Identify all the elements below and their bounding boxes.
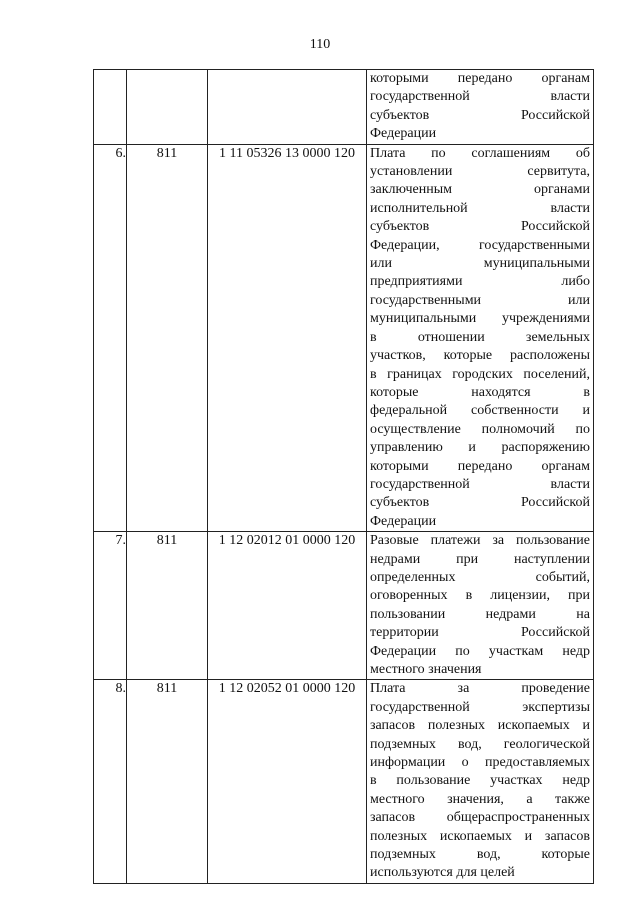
description-line: недрами при наступлении <box>370 551 590 567</box>
page-number: 110 <box>309 37 331 52</box>
table-row <box>94 532 594 680</box>
description-line: государственной власти <box>370 476 590 492</box>
description-line: которыми передано органам <box>370 71 590 86</box>
description-cell <box>367 532 594 680</box>
description-line: муниципальными учреждениями <box>370 311 590 327</box>
table-row <box>94 680 594 883</box>
description-line: которыми передано органам <box>370 458 590 474</box>
description-line: федеральной собственности и <box>370 403 590 419</box>
description-line: исполнительной власти <box>370 200 590 216</box>
description-line: Федерации по участкам недр <box>370 643 590 659</box>
description-cell <box>367 70 594 145</box>
description-line: подземных вод, геологической <box>370 736 590 752</box>
description-line: субъектов Российской <box>370 495 590 511</box>
description-line: Плата за проведение <box>370 681 590 697</box>
row-number-cell: 8. <box>94 680 127 883</box>
admin-code-cell: 811 <box>127 144 208 532</box>
description-line: запасов общераспространенных <box>370 810 590 826</box>
description-line: Федерации, государственными <box>370 237 590 253</box>
description-line: территории Российской <box>370 625 590 641</box>
description-line: осуществление полномочий по <box>370 421 590 437</box>
description-line: субъектов Российской <box>370 219 590 235</box>
description-line: управлению и распоряжению <box>370 440 590 456</box>
description-line: в пользование участках недр <box>370 773 590 789</box>
description-line: в отношении земельных <box>370 329 590 345</box>
description-line: оговоренных в лицензии, при <box>370 588 590 604</box>
row-number-cell <box>94 70 127 145</box>
description-line: или муниципальными <box>370 256 590 272</box>
description-line: участков, которые расположены <box>370 348 590 364</box>
row-number-cell: 6. <box>94 144 127 532</box>
description-line: заключенным органами <box>370 182 590 198</box>
description-line: местного значения <box>370 662 482 677</box>
description-line: государственной власти <box>370 89 590 105</box>
budget-code-table <box>93 69 594 884</box>
classification-code-cell: 1 12 02012 01 0000 120 <box>208 532 367 680</box>
description-line: Разовые платежи за пользование <box>370 533 590 549</box>
row-number-cell: 7. <box>94 532 127 680</box>
description-cell <box>367 680 594 883</box>
description-line: в границах городских поселений, <box>370 366 590 382</box>
classification-code-cell: 1 12 02052 01 0000 120 <box>208 680 367 883</box>
description-line: Плата по соглашениям об <box>370 145 590 161</box>
description-line: государственными или <box>370 292 590 308</box>
description-line: государственной экспертизы <box>370 699 590 715</box>
description-line: подземных вод, которые <box>370 847 590 863</box>
description-line: запасов полезных ископаемых и <box>370 718 590 734</box>
classification-code-cell <box>208 70 367 145</box>
description-line: полезных ископаемых и запасов <box>370 828 590 844</box>
description-line: определенных событий, <box>370 569 590 585</box>
description-line: предприятиями либо <box>370 274 590 290</box>
admin-code-cell: 811 <box>127 680 208 883</box>
description-line: Федерации <box>370 126 437 142</box>
description-line: субъектов Российской <box>370 107 590 123</box>
classification-code-cell: 1 11 05326 13 0000 120 <box>208 144 367 532</box>
description-line: Федерации <box>370 513 437 529</box>
table-row <box>94 144 594 532</box>
description-line: используются для целей <box>370 865 515 881</box>
description-line: которые находятся в <box>370 384 590 400</box>
description-cell <box>367 144 594 532</box>
description-line: установлении сервитута, <box>370 164 590 180</box>
admin-code-cell <box>127 70 208 145</box>
table-row <box>94 70 594 145</box>
description-line: информации о предоставляемых <box>370 755 590 771</box>
admin-code-cell: 811 <box>127 532 208 680</box>
description-line: местного значения, а также <box>370 791 590 807</box>
description-line: пользовании недрами на <box>370 606 590 622</box>
